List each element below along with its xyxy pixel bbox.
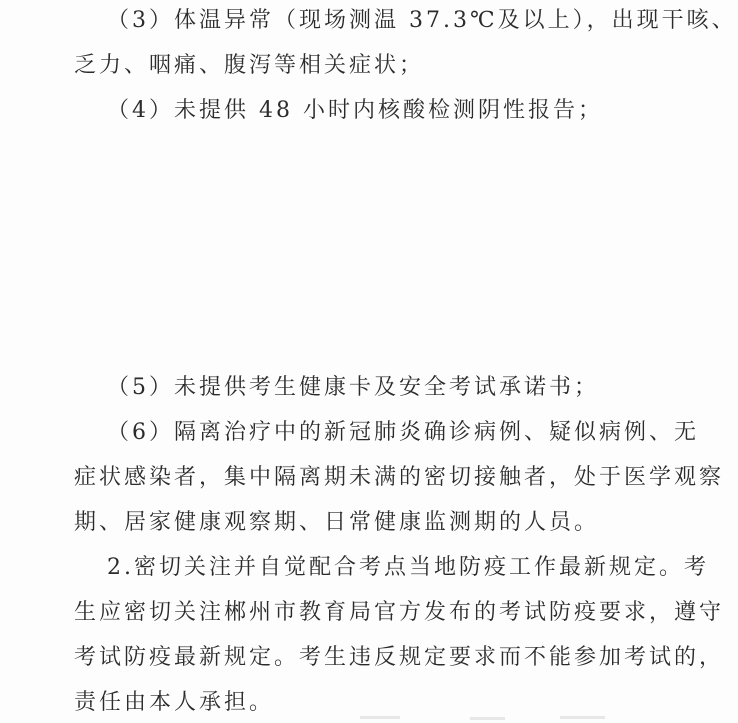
- text-line-item-3-part1: （3）体温异常（现场测温 37.3℃及以上），出现干咳、: [107, 8, 737, 33]
- text-line-item-6-part3: 期、居家健康观察期、日常健康监测期的人员。: [74, 510, 600, 535]
- text-line-point-2-part2: 生应密切关注郴州市教育局官方发布的考试防疫要求，遵守: [74, 600, 725, 625]
- scan-artifact: [470, 717, 505, 720]
- text-line-point-2-part3: 考试防疫最新规定。考生违反规定要求而不能参加考试的，: [74, 645, 725, 670]
- text-line-point-2-part4: 责任由本人承担。: [74, 690, 275, 715]
- text-line-point-2-part1: 2.密切关注并自觉配合考点当地防疫工作最新规定。考: [107, 555, 709, 580]
- text-line-item-4: （4）未提供 48 小时内核酸检测阴性报告；: [107, 98, 603, 123]
- text-line-item-3-part2: 乏力、咽痛、腹泻等相关症状；: [74, 53, 425, 78]
- scan-artifact: [360, 716, 400, 719]
- text-line-item-6-part1: （6）隔离治疗中的新冠肺炎确诊病例、疑似病例、无: [107, 420, 699, 445]
- scan-artifact: [560, 716, 605, 719]
- text-line-item-5: （5）未提供考生健康卡及安全考试承诺书；: [107, 375, 599, 400]
- text-line-item-6-part2: 症状感染者，集中隔离期未满的密切接触者，处于医学观察: [74, 465, 725, 490]
